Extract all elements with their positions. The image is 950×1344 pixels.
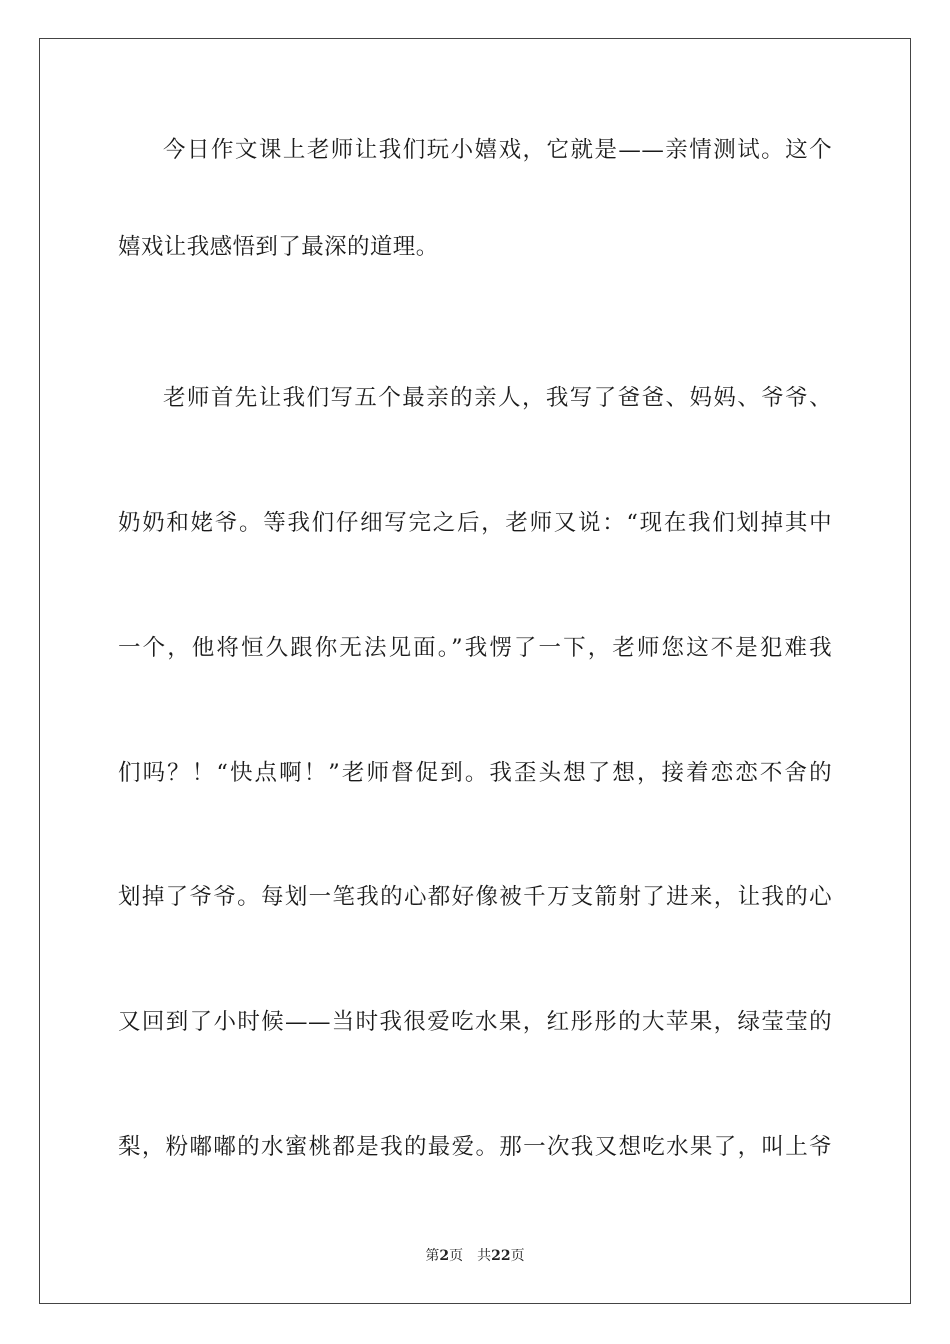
text-line-3: 老师首先让我们写五个最亲的亲人，我写了爸爸、妈妈、爷爷、 [163, 385, 832, 411]
page-prefix: 第 [425, 1248, 440, 1264]
page-footer [0, 1246, 950, 1266]
text-line-2: 嬉戏让我感悟到了最深的道理。 [118, 234, 439, 260]
page-suffix: 页 [449, 1248, 464, 1264]
page-total: 22 [491, 1248, 511, 1264]
text-line-1: 今日作文课上老师让我们玩小嬉戏，它就是——亲情测试。这个 [163, 137, 832, 163]
text-line-8: 又回到了小时候——当时我很爱吃水果，红彤彤的大苹果，绿莹莹的 [118, 1009, 832, 1035]
total-prefix: 共 [477, 1248, 492, 1264]
text-line-4: 奶奶和姥爷。等我们仔细写完之后，老师又说：“现在我们划掉其中 [118, 510, 832, 536]
text-line-7: 划掉了爷爷。每划一笔我的心都好像被千万支箭射了进来，让我的心 [118, 884, 832, 910]
text-line-9: 梨，粉嘟嘟的水蜜桃都是我的最爱。那一次我又想吃水果了，叫上爷 [118, 1134, 832, 1160]
total-suffix: 页 [510, 1248, 525, 1264]
page-number: 2 [439, 1248, 450, 1264]
text-line-6: 们吗？！“快点啊！”老师督促到。我歪头想了想，接着恋恋不舍的 [118, 760, 832, 786]
text-line-5: 一个，他将恒久跟你无法见面。”我愣了一下，老师您这不是犯难我 [118, 635, 832, 661]
